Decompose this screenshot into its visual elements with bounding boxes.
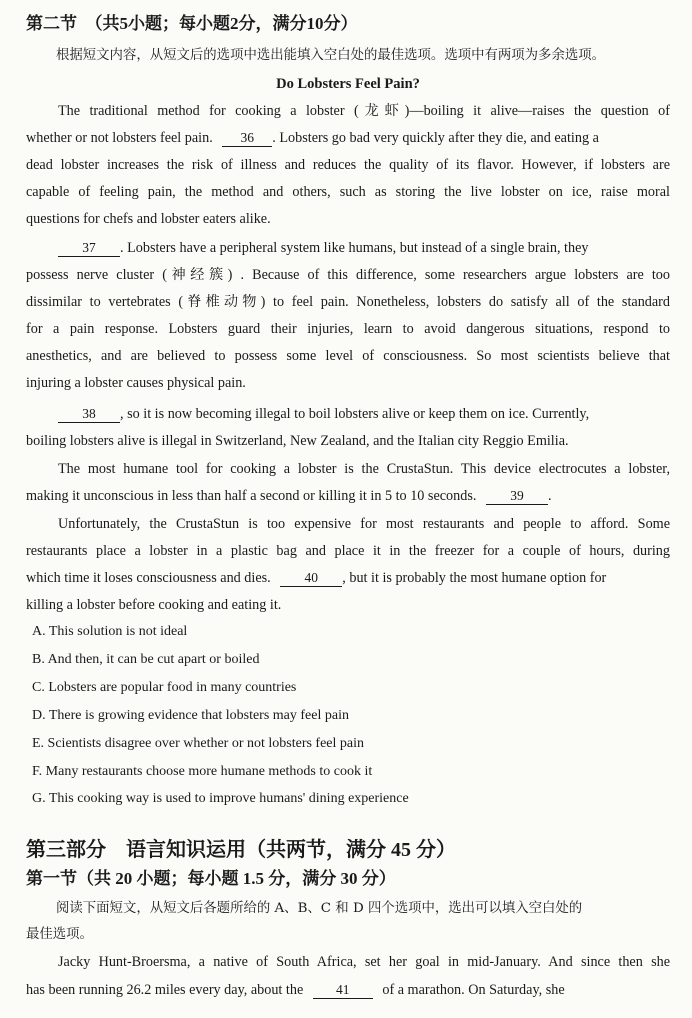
blank-39: 39	[486, 488, 548, 505]
p1-line2-text-b: . Lobsters go bad very quickly after they die, and eating a	[272, 130, 599, 146]
option-e: E. Scientists disagree over whether or not lobsters feel pain	[32, 736, 365, 751]
p5-line3	[26, 568, 670, 588]
blank-37: 37	[58, 240, 120, 257]
option-b: B. And then, it can be cut apart or boiled	[32, 652, 260, 667]
p4-line2	[26, 486, 670, 506]
part3-instruction-2: 最佳选项。	[26, 927, 93, 942]
p1-line3: dead lobster increases the risk of illness and reduces the quality of its flavor. However, if lobsters are	[26, 157, 670, 173]
p1-line2-text: whether or not lobsters feel pain.	[26, 130, 213, 146]
part3-section1-header: 第一节（共 20 小题；每小题 1.5 分，满分 30 分）	[26, 869, 396, 888]
p3-line1	[58, 404, 670, 424]
option-a: A. This solution is not ideal	[32, 624, 188, 639]
p1-line5: questions for chefs and lobster eaters alike.	[26, 211, 271, 227]
option-f: F. Many restaurants choose more humane methods to cook it	[32, 764, 373, 779]
part3-instruction-1: 阅读下面短文，从短文后各题所给的 A、B、C 和 D 四个选项中，选出可以填入空白处的	[56, 901, 583, 916]
p2-line5: anesthetics, and are believed to possess some level of consciousness. So most scientists believe that	[26, 348, 670, 364]
p1-line4: capable of feeling pain, the method and others, such as storing the live lobster on ice, raise moral	[26, 184, 670, 200]
blank-40: 40	[280, 570, 342, 587]
p1-line1: The traditional method for cooking a lobster (龙虾)—boiling it alive—raises the question of	[58, 103, 670, 119]
part3-header: 第三部分 语言知识运用（共两节，满分 45 分）	[26, 839, 456, 861]
p4-line2-text: making it unconscious in less than half a second or killing it in 5 to 10 seconds.	[26, 488, 477, 504]
p5-line3-text-b: , but it is probably the most humane option for	[342, 570, 607, 586]
p2-line3: dissimilar to vertebrates (脊椎动物) to feel pain. Nonetheless, lobsters do satisfy all of the standard	[26, 294, 670, 310]
p1-line2	[26, 128, 670, 148]
p3-line1-text: , so it is now becoming illegal to boil lobsters alive or keep them on ice. Currently,	[120, 406, 590, 422]
passage-title: Do Lobsters Feel Pain?	[276, 76, 420, 92]
section2-instruction: 根据短文内容，从短文后的选项中选出能填入空白处的最佳选项。选项中有两项为多余选项。	[56, 48, 606, 63]
section2-header: 第二节 （共5小题；每小题2分，满分10分）	[26, 14, 358, 33]
blank-41: 41	[313, 982, 373, 999]
p5-line3-text: which time it loses consciousness and dies.	[26, 570, 271, 586]
p4-line1: The most humane tool for cooking a lobster is the CrustaStun. This device electrocutes a lobster,	[58, 461, 670, 477]
p4-line2-period: .	[547, 488, 552, 504]
p3-line2: boiling lobsters alive is illegal in Switzerland, New Zealand, and the Italian city Reggio Emilia.	[26, 433, 569, 449]
option-g: G. This cooking way is used to improve humans' dining experience	[32, 791, 409, 806]
option-c: C. Lobsters are popular food in many countries	[32, 680, 297, 695]
part3-passage-line2-text: has been running 26.2 miles every day, about the	[26, 982, 304, 998]
p2-line4: for a pain response. Lobsters guard their injuries, learn to avoid dangerous situations, respond to	[26, 321, 670, 337]
p5-line4: killing a lobster before cooking and eating it.	[26, 597, 282, 613]
p5-line1: Unfortunately, the CrustaStun is too expensive for most restaurants and people to afford. Some	[58, 516, 670, 532]
p2-line1	[58, 238, 670, 258]
p2-line6: injuring a lobster causes physical pain.	[26, 375, 246, 391]
p2-line1-text: . Lobsters have a peripheral system like humans, but instead of a single brain, they	[120, 240, 589, 256]
part3-passage-line2	[26, 980, 670, 1000]
p5-line2: restaurants place a lobster in a plastic bag and place it in the freezer for a couple of hours, during	[26, 543, 670, 559]
p2-line2: possess nerve cluster (神经簇) . Because of this difference, some researchers argue lobsters are too	[26, 267, 670, 283]
blank-36: 36	[222, 130, 272, 147]
part3-passage-line2-text-b: of a marathon. On Saturday, she	[382, 982, 565, 998]
blank-38: 38	[58, 406, 120, 423]
part3-passage-line1: Jacky Hunt-Broersma, a native of South Africa, set her goal in mid-January. And since then she	[58, 954, 670, 970]
option-d: D. There is growing evidence that lobsters may feel pain	[32, 708, 349, 723]
